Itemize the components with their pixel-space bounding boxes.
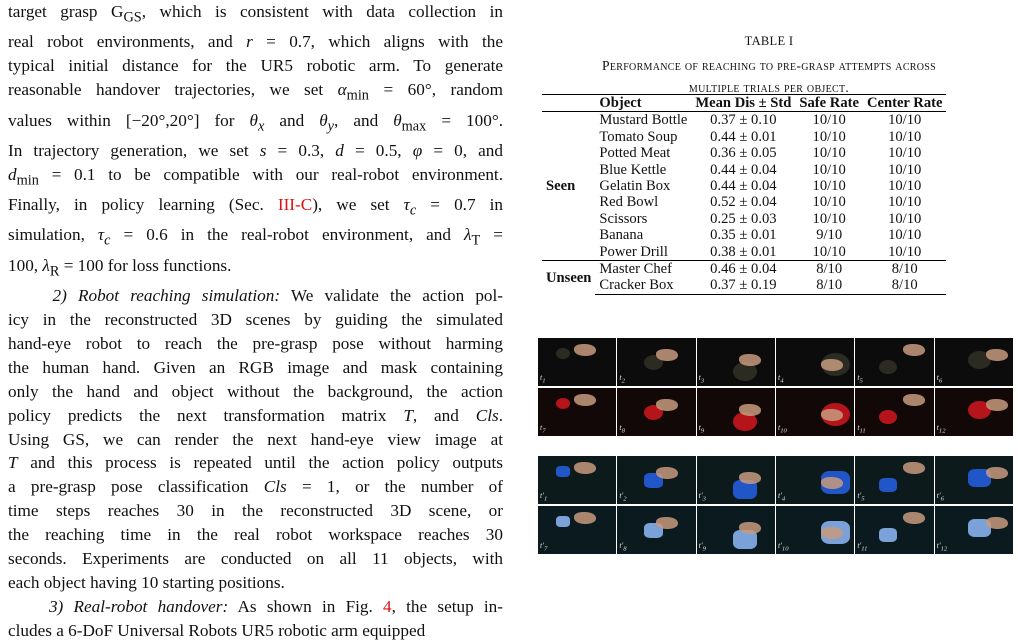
video-frame: [617, 388, 695, 436]
table-cell: 9/10: [816, 227, 843, 244]
group-label: Unseen: [542, 261, 595, 295]
group-label: Seen: [546, 178, 576, 195]
text-line: each object having 10 starting positions.: [8, 573, 285, 592]
object-shape: [556, 348, 570, 359]
video-frame: [697, 506, 775, 554]
text-line: hand-eye robot to reach the pre-grasp pose without harming: [8, 333, 503, 353]
frame-strip: [538, 506, 1013, 554]
table-cell: 0.44 ± 0.01: [710, 128, 777, 145]
text-line: the human hand. Given an RGB image and mask containing: [8, 357, 503, 377]
hand-shape: [986, 399, 1008, 411]
hand-shape: [574, 512, 596, 524]
right-column: [528, 0, 1010, 553]
video-frame: [538, 338, 616, 386]
text-line: typical initial distance for the UR5 robotic arm. To generate: [8, 56, 503, 76]
object-shape: [556, 516, 570, 527]
table-cell: 0.36 ± 0.05: [710, 145, 777, 162]
hand-shape: [574, 394, 596, 406]
performance-table: [542, 94, 946, 295]
frame-label: $t_9$: [698, 423, 705, 435]
table-label: TABLE I: [744, 34, 794, 48]
text-line: In trajectory generation, we set s = 0.3, d = 0.5, φ = 0, and: [8, 140, 503, 160]
hand-shape: [656, 517, 678, 529]
frame-label: $t'_8$: [619, 541, 627, 553]
hand-shape: [903, 462, 925, 474]
video-frame: [855, 338, 933, 386]
hand-shape: [739, 354, 761, 366]
table-cell: Potted Meat: [599, 145, 671, 162]
hand-shape: [903, 512, 925, 524]
video-frame: [935, 388, 1013, 436]
text-line: Using GS, we can render the next hand-eye view image at: [8, 429, 503, 449]
video-frame: [617, 456, 695, 504]
table-cell: Gelatin Box: [599, 178, 671, 195]
frame-label: $t_{11}$: [857, 423, 866, 435]
object-shape: [879, 478, 897, 492]
table-cell: 10/10: [812, 178, 846, 195]
table-cell: Banana: [599, 227, 644, 244]
text-line: 3) Real-robot handover: As shown in Fig. 4, the setup in-: [48, 596, 503, 616]
table-row: [542, 112, 946, 129]
table-header-cell: Mean Dis ± Std: [691, 95, 795, 112]
video-frame: [776, 388, 854, 436]
hand-shape: [574, 462, 596, 474]
text-line: simulation, $\tau_c = 0.6$ in the real-robot environment, and $\lambda_T$ =: [8, 225, 503, 249]
table-header-cell: Object: [595, 95, 691, 112]
object-shape: [556, 466, 570, 477]
text-line: target grasp $G_{GS}$, which is consistent with data collection in: [8, 2, 503, 26]
text-line: reasonable handover trajectories, we set $\alpha_{min} = 60^\circ$, random: [8, 80, 503, 104]
hand-shape: [821, 527, 843, 539]
frame-label: $t'_9$: [698, 541, 706, 553]
hand-shape: [574, 344, 596, 356]
frame-label: $t'_5$: [857, 491, 865, 503]
table-cell: 10/10: [888, 210, 922, 227]
text-line: policy predicts the next transformation matrix T, and Cls.: [8, 405, 503, 425]
table-cell: 10/10: [812, 112, 846, 129]
table-cell: 10/10: [888, 243, 922, 260]
table-cell: 10/10: [812, 128, 846, 145]
hand-shape: [821, 359, 843, 371]
frame-label: $t_{12}$: [936, 423, 946, 435]
text-line: icy in the reconstructed 3D scenes by guiding the simulated: [8, 310, 503, 330]
table-cell: 10/10: [888, 112, 922, 129]
frame-label: $t_6$: [936, 373, 943, 385]
table-cell: 8/10: [863, 277, 947, 294]
video-frame: [776, 506, 854, 554]
hand-shape: [656, 467, 678, 479]
text-line: time steps reaches 30 in the reconstructed 3D scene, or: [8, 501, 503, 521]
table-cell: Red Bowl: [599, 194, 659, 211]
frame-label: $t_5$: [857, 373, 863, 385]
hand-shape: [739, 522, 761, 534]
table-cell: 10/10: [888, 194, 922, 211]
table-caption-line2: multiple trials per object.: [688, 80, 850, 95]
left-text-column: [8, 0, 503, 643]
frame-label: $t'_2$: [619, 491, 627, 503]
text-line: a pre-grasp pose classification Cls = 1, or the number of: [8, 477, 503, 497]
hand-shape: [739, 404, 761, 416]
frame-label: $t_8$: [619, 423, 625, 435]
frame-label: $t'_3$: [698, 491, 706, 503]
table-cell: 0.35 ± 0.01: [710, 227, 777, 244]
table-row: [542, 178, 946, 194]
table-cell: 10/10: [812, 161, 846, 178]
table-row: [542, 194, 946, 210]
table-header-cell: Safe Rate: [795, 95, 863, 112]
video-frame: [697, 456, 775, 504]
table-cell: 0.37 ± 0.10: [710, 112, 777, 129]
table-cell: 8/10: [863, 261, 947, 278]
video-frame: [776, 456, 854, 504]
video-frame: [776, 338, 854, 386]
hand-shape: [903, 394, 925, 406]
table-cell: 0.44 ± 0.04: [710, 161, 777, 178]
video-frame: [935, 506, 1013, 554]
video-frame: [697, 338, 775, 386]
frame-label: $t_2$: [619, 373, 625, 385]
table-cell: Master Chef: [595, 261, 691, 278]
text-line: seconds. Experiments are conducted on all 11 objects, with: [8, 549, 503, 569]
table-header-cell: Center Rate: [863, 95, 947, 112]
text-line: 100, $\lambda_R = 100$ for loss functions.: [8, 255, 232, 280]
video-frame: [697, 388, 775, 436]
frame-label: $t'_{10}$: [777, 541, 789, 553]
frame-strip: [538, 338, 1013, 386]
frame-label: $t_7$: [540, 423, 546, 435]
table-cell: 10/10: [812, 145, 846, 162]
table-cell: Scissors: [599, 210, 648, 227]
frame-label: $t'_1$: [540, 491, 548, 503]
table-row: [542, 261, 946, 278]
text-line: only the hand and object without the background, the action: [8, 381, 503, 401]
text-line: real robot environments, and r = 0.7, which aligns with the: [8, 32, 503, 52]
video-frame: [935, 338, 1013, 386]
table-row: [542, 145, 946, 161]
text-line: $d_{min} = 0.1$ to be compatible with our real-robot environment.: [8, 164, 503, 189]
text-line: T and this process is repeated until the action policy outputs: [8, 453, 503, 473]
video-frame: [538, 388, 616, 436]
hand-shape: [821, 477, 843, 489]
sim-reaching-figure: [538, 338, 1013, 438]
video-frame: [855, 388, 933, 436]
table-cell: Mustard Bottle: [599, 112, 688, 129]
table-cell: Power Drill: [599, 243, 668, 260]
text-line: the reaching time in the real robot workspace reaches 30: [8, 525, 503, 545]
text-line: 2) Robot reaching simulation: We validate the action pol-: [52, 286, 504, 306]
table-cell: 0.25 ± 0.03: [710, 210, 777, 227]
table-cell: 0.38 ± 0.01: [710, 243, 777, 260]
hand-shape: [739, 472, 761, 484]
table-row: [542, 244, 946, 261]
table-cell: Blue Kettle: [599, 161, 667, 178]
frame-label: $t_1$: [540, 373, 546, 385]
hand-shape: [656, 349, 678, 361]
table-cell: 10/10: [812, 210, 846, 227]
frame-label: $t'_{11}$: [857, 541, 868, 553]
object-shape: [879, 360, 897, 374]
frame-strip: [538, 456, 1013, 504]
video-frame: [855, 456, 933, 504]
frame-label: $t_3$: [698, 373, 705, 385]
hand-shape: [821, 409, 843, 421]
frame-label: $t'_{12}$: [936, 541, 948, 553]
frame-label: $t_4$: [777, 373, 784, 385]
table-header-cell: [542, 95, 595, 112]
table-row: [542, 162, 946, 178]
table-row: [542, 211, 946, 227]
table-cell: 8/10: [795, 277, 863, 294]
real-reaching-figure: [538, 456, 1013, 556]
hand-shape: [986, 517, 1008, 529]
object-shape: [879, 528, 897, 542]
table-cell: 10/10: [888, 178, 922, 195]
table-cell: 0.52 ± 0.04: [710, 194, 777, 211]
table-caption-line1: Performance of reaching to pre-grasp attempts across: [601, 58, 937, 73]
table-caption: [528, 34, 1010, 96]
video-frame: [617, 338, 695, 386]
table-cell: 0.37 ± 0.19: [691, 277, 795, 294]
video-frame: [617, 506, 695, 554]
table-cell: Cracker Box: [595, 277, 691, 294]
video-frame: [935, 456, 1013, 504]
frame-strip: [538, 388, 1013, 436]
video-frame: [538, 506, 616, 554]
table-row: [542, 227, 946, 243]
table-row: [542, 277, 946, 294]
object-shape: [556, 398, 570, 409]
object-shape: [879, 410, 897, 424]
text-line: Finally, in policy learning (Sec. III-C), we set $\tau_c = 0.7$ in: [8, 195, 504, 219]
table-cell: 10/10: [888, 145, 922, 162]
frame-label: $t'_6$: [936, 491, 944, 503]
table-cell: 10/10: [812, 243, 846, 260]
frame-label: $t'_7$: [540, 541, 548, 553]
frame-label: $t_{10}$: [777, 423, 787, 435]
table-cell: Tomato Soup: [599, 128, 678, 145]
table-cell: 0.46 ± 0.04: [691, 261, 795, 278]
table-cell: 10/10: [888, 161, 922, 178]
hand-shape: [986, 349, 1008, 361]
table-cell: 8/10: [795, 261, 863, 278]
hand-shape: [986, 467, 1008, 479]
table-cell: 10/10: [888, 128, 922, 145]
table-cell: 10/10: [888, 227, 922, 244]
hand-shape: [903, 344, 925, 356]
table-cell: 10/10: [812, 194, 846, 211]
video-frame: [855, 506, 933, 554]
table-row: [542, 129, 946, 145]
table-cell: 0.44 ± 0.04: [710, 178, 777, 195]
frame-label: $t'_4$: [777, 491, 786, 503]
text-line: cludes a 6-DoF Universal Robots UR5 robotic arm equipped: [8, 620, 426, 640]
text-line: values within [−20°,20°] for $\theta_x$ and $\theta_y$, and $\theta_{max} = 100^\circ$.: [8, 110, 503, 134]
video-frame: [538, 456, 616, 504]
hand-shape: [656, 399, 678, 411]
